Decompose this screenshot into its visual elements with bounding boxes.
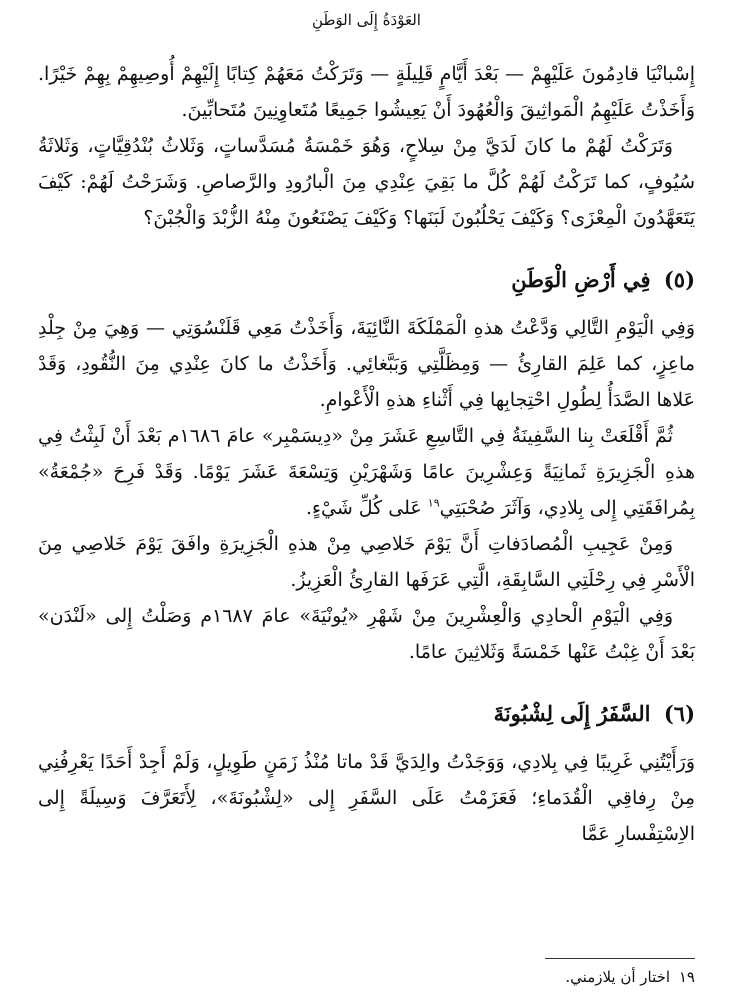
footnote-divider xyxy=(545,958,695,959)
section-number: (٦) xyxy=(663,701,695,726)
paragraph: وَمِنْ عَجِيبِ الْمُصادَفاتِ أَنَّ يَوْمَ خَلاصِي مِنْ هذهِ الْجَزِيرَةِ وافَقَ يَوْمَ خَلاصِي مِنَ الْأَسْرِ فِي رِحْلَتِي السَّابِقَةِ، الَّتِي عَرَفَها القارِئُ الْعَزِيزُ. xyxy=(38,533,695,591)
section-heading-6 xyxy=(38,696,695,732)
paragraph-text: ثُمَّ أَقْلَعَتْ بِنا السَّفِينَةُ فِي التَّاسِعِ عَشَرَ مِنْ «دِيسَمْبِر» عامَ ١٦٨٦م بَعْدَ أَنْ لَبِثْتُ فِي هذهِ الْجَزِيرَةِ ثَمانِيَةً وَعِشْرِينَ عامًا وَشَهْرَيْنِ وَتِسْعَةَ عَشَرَ يَوْمًا. وَقَدْ فَرِحَ «جُمْعَةُ» بِمُرافَقَتِي إِلى بِلادِي، وَآثَرَ صُحْبَتِي xyxy=(38,425,695,519)
running-head: العَوْدَةُ إِلَى الوَطَنِ xyxy=(312,11,421,29)
paragraph-continuation: إِسْبانْيَا قادِمُونَ عَلَيْهِمْ — بَعْدَ أَيَّامٍ قَلِيلَةٍ — وَتَرَكْتُ مَعَهُمْ كِتابًا إِلَيْهِمْ أُوصِيهِمْ بِهِمْ خَيْرًا. وَأَخَذْتُ عَلَيْهِمُ الْمَواثِيقَ وَالْعُهُودَ أَنْ يَعِيشُوا جَمِيعًا مُتَعاوِنِينَ مُتَحابِّينَ. xyxy=(38,63,695,121)
section-number: (٥) xyxy=(663,267,695,292)
paragraph-weapons: وَتَرَكْتُ لَهُمْ ما كانَ لَدَيَّ مِنْ سِلاحٍ، وَهُوَ خَمْسَةُ مُسَدَّساتٍ، وَثَلاثُ بُنْدُقِيَّاتٍ، وَثَلاثَةُ سُيُوفٍ، كما تَرَكْتُ لَهُمْ كُلَّ ما بَقِيَ عِنْدِي مِنَ الْبارُودِ والرَّصاصِ. وَشَرَحْتُ لَهُمْ: كَيْفَ يَتَعَهَّدُونَ الْمِعْزَى؟ وَكَيْفَ يَحْلُبُونَ لَبَنَها؟ وَكَيْفَ يَصْنَعُونَ مِنْهُ الزُّبْدَ وَالْجُبْنَ؟ xyxy=(38,135,695,229)
paragraph: وَرَأَيْتُنِي غَرِيبًا فِي بِلادِي، وَوَجَدْتُ والِدَيَّ قَدْ ماتا مُنْذُ زَمَنٍ طَوِيلٍ، وَلَمْ أَجِدْ أَحَدًا يَعْرِفُنِي مِنْ رِفاقِي الْقُدَماءِ؛ فَعَزَمْتُ عَلَى السَّفَرِ إِلى «لِشْبُونَةَ»، لِأَتَعَرَّفَ وَسِيلَةً إِلى الاِسْتِفْسارِ عَمَّا xyxy=(38,751,695,845)
paragraph-text-tail: عَلى كُلِّ شَيْءٍ. xyxy=(306,497,422,519)
section-title: السَّفَرُ إِلَى لِشْبُونَةَ xyxy=(493,701,651,726)
body-text xyxy=(38,56,695,852)
paragraph: وَفِي الْيَوْمِ التَّالِي وَدَّعْتُ هذهِ الْمَمْلَكَةَ النَّائِيَةَ، وَأَخَذْتُ مَعِي قَلَنْسُوَتِي — وَهِيَ مِنْ جِلْدِ ماعِزٍ، كما عَلِمَ القارِئُ — وَمِظَلَّتِي وَبَبَّغائِي. وَأَخَذْتُ ما كانَ عِنْدِي مِنَ النُّقُودِ، وَقَدْ عَلاها الصَّدَأُ لِطُولِ احْتِجابِها فِي أَثْناءِ هذهِ الْأَعْوامِ. xyxy=(38,317,695,411)
footnote xyxy=(38,966,695,988)
section-title: فِي أَرْضِ الْوَطَنِ xyxy=(511,267,651,292)
footnote-number: ١٩ xyxy=(678,968,695,986)
footnote-text: اختار أن يلازمني. xyxy=(565,968,671,986)
paragraph: وَفِي الْيَوْمِ الْحادِي وَالْعِشْرِينَ مِنْ شَهْرِ «يُونْيَةَ» عامَ ١٦٨٧م وَصَلْتُ إِلى «لَنْدَن» بَعْدَ أَنْ غِبْتُ عَنْها خَمْسَةً وَثَلاثِينَ عامًا. xyxy=(38,605,695,663)
section-heading-5 xyxy=(38,262,695,298)
paragraph-with-footnote xyxy=(38,418,695,526)
footnote-reference[interactable]: ١٩ xyxy=(427,496,440,510)
